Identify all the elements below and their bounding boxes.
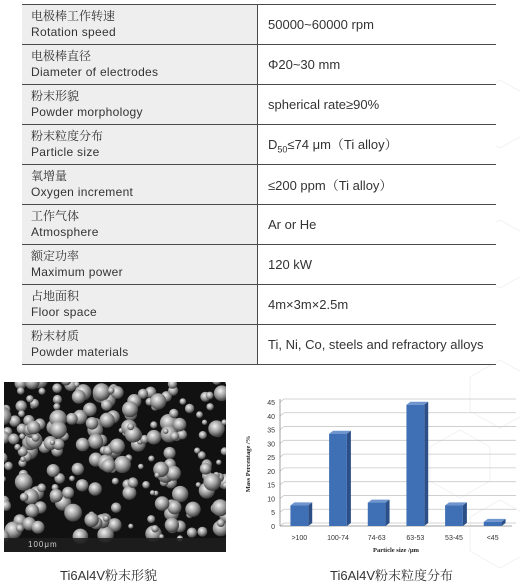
powder-sphere <box>72 390 86 404</box>
bar <box>368 503 386 526</box>
spec-label <box>22 5 258 45</box>
spec-row <box>22 125 496 165</box>
spec-row <box>22 165 496 205</box>
gridline <box>280 509 284 512</box>
spec-label-en: Maximum power <box>31 265 123 279</box>
powder-sphere <box>4 452 8 463</box>
powder-sphere <box>8 434 19 445</box>
spec-label-en: Powder materials <box>31 345 129 359</box>
powder-sphere <box>150 490 155 495</box>
bar-side <box>463 502 467 526</box>
bar-side <box>308 502 312 526</box>
y-tick-label: 45 <box>267 400 275 407</box>
powder-sphere <box>203 473 221 491</box>
powder-sphere <box>217 519 225 527</box>
spec-label-en: Oxygen increment <box>31 185 134 199</box>
powder-sphere <box>88 434 103 449</box>
spec-value <box>258 285 497 325</box>
powder-sphere <box>37 483 46 492</box>
spec-value <box>258 5 497 45</box>
powder-sphere <box>32 434 40 442</box>
powder-sphere <box>16 400 27 411</box>
powder-sphere <box>163 429 168 434</box>
y-tick-label: 0 <box>271 524 275 531</box>
powder-sphere <box>221 447 226 455</box>
sem-caption: Ti6Al4V粉末形貌 <box>60 568 158 583</box>
powder-sphere <box>86 417 99 430</box>
powder-sphere <box>170 432 179 441</box>
x-tick-label: >100 <box>291 535 308 542</box>
spec-value-text: Ar or He <box>268 217 317 232</box>
bar <box>484 522 502 526</box>
powder-sphere <box>17 387 24 394</box>
spec-value-text: ≤74 μm（Ti alloy） <box>287 137 398 153</box>
powder-sphere <box>39 388 46 395</box>
powder-sphere <box>196 482 201 487</box>
powder-sphere <box>84 513 98 527</box>
powder-sphere <box>101 400 112 411</box>
y-tick-label: 30 <box>267 441 275 449</box>
x-axis-label: Particle size /μm <box>373 547 419 554</box>
powder-sphere <box>50 489 63 502</box>
powder-sphere <box>180 398 187 405</box>
gridline <box>280 440 284 443</box>
powder-sphere <box>206 403 213 410</box>
spec-label-zh: 工作气体 <box>31 209 80 223</box>
y-tick-label: 40 <box>267 413 275 421</box>
spec-label-zh: 占地面积 <box>31 289 80 303</box>
spec-label <box>22 165 258 205</box>
powder-sphere <box>212 499 226 516</box>
spec-value-text: ≤200 ppm（Ti alloy） <box>268 178 393 193</box>
spec-label-en: Rotation speed <box>31 25 116 39</box>
spec-label-en: Diameter of electrodes <box>31 65 159 79</box>
spec-label-zh: 氧增量 <box>31 169 68 183</box>
bar-side <box>347 431 351 526</box>
spec-value-text: 120 kW <box>268 257 313 272</box>
y-tick-label: 20 <box>267 468 275 476</box>
powder-sphere <box>155 496 170 511</box>
powder-sphere <box>72 463 84 475</box>
powder-sphere <box>127 423 134 430</box>
powder-sphere <box>108 387 115 394</box>
powder-sphere <box>64 504 82 522</box>
powder-sphere <box>66 413 78 425</box>
powder-sphere <box>53 395 62 404</box>
powder-sphere <box>164 447 176 459</box>
y-tick-label: 10 <box>267 496 275 504</box>
powder-sphere <box>52 383 62 393</box>
powder-sphere <box>150 393 166 409</box>
powder-sphere <box>100 413 115 428</box>
powder-sphere <box>20 493 29 502</box>
gridline <box>280 413 284 416</box>
spec-value <box>258 245 497 285</box>
gridline <box>280 454 284 457</box>
powder-sphere <box>185 502 200 517</box>
bar <box>406 405 424 526</box>
spec-label <box>22 85 258 125</box>
powder-sphere <box>147 430 162 445</box>
powder-sphere <box>4 501 11 512</box>
y-tick-label: 25 <box>267 455 275 463</box>
bar <box>290 505 308 526</box>
spec-value <box>258 165 497 205</box>
sem-powder-image <box>4 382 226 552</box>
powder-sphere <box>110 439 125 454</box>
spec-value-prefix: D <box>268 137 278 153</box>
spec-value-subscript: 50 <box>277 144 288 155</box>
spec-value <box>258 125 497 165</box>
spec-value-text: 4m×3m×2.5m <box>268 297 349 312</box>
spec-row <box>22 245 496 285</box>
powder-sphere <box>27 421 40 434</box>
powder-sphere <box>62 487 74 499</box>
powder-sphere <box>165 518 179 532</box>
powder-sphere <box>214 385 226 401</box>
bar-side <box>386 500 390 526</box>
powder-sphere <box>18 410 25 417</box>
powder-sphere <box>25 382 40 389</box>
powder-sphere <box>114 456 131 473</box>
powder-sphere <box>14 444 20 450</box>
x-tick-label: 74-63 <box>367 535 386 542</box>
gridline <box>280 427 284 430</box>
gridline <box>280 495 284 498</box>
spec-label <box>22 45 258 85</box>
powder-sphere <box>151 525 158 532</box>
powder-sphere <box>216 460 221 465</box>
powder-sphere <box>169 409 178 418</box>
spec-row <box>22 285 496 325</box>
spec-label-zh: 电极棒直径 <box>31 49 92 63</box>
powder-sphere <box>147 515 155 523</box>
powder-sphere <box>15 473 33 491</box>
powder-sphere <box>53 403 60 410</box>
powder-sphere <box>32 521 45 534</box>
powder-sphere <box>200 463 212 475</box>
spec-label-en: Particle size <box>31 145 100 159</box>
powder-sphere <box>128 477 139 488</box>
x-tick-label: 63-53 <box>406 535 425 542</box>
powder-sphere <box>194 448 200 454</box>
spec-row <box>22 5 496 45</box>
spec-value <box>258 325 497 365</box>
powder-sphere <box>168 500 182 514</box>
powder-sphere <box>122 486 136 500</box>
powder-sphere <box>76 438 90 452</box>
spec-label-zh: 电极棒工作转速 <box>31 9 116 23</box>
spec-row <box>22 85 496 125</box>
powder-sphere <box>20 457 25 462</box>
spec-label <box>22 245 258 285</box>
spec-label <box>22 205 258 245</box>
spec-label-en: Floor space <box>31 305 97 319</box>
powder-sphere <box>111 503 121 513</box>
powder-sphere <box>148 456 154 462</box>
powder-sphere <box>69 476 75 482</box>
spec-label <box>22 125 258 165</box>
spec-row <box>22 325 496 365</box>
powder-sphere <box>4 476 6 482</box>
gridline <box>280 482 284 485</box>
powder-sphere <box>185 404 194 413</box>
spec-value <box>258 85 497 125</box>
chart-caption: Ti6Al4V粉末粒度分布 <box>330 568 454 583</box>
powder-sphere <box>4 462 13 471</box>
powder-sphere <box>202 420 207 425</box>
powder-sphere <box>50 440 55 445</box>
x-tick-label: 53-45 <box>445 535 463 542</box>
powder-sphere <box>26 395 33 402</box>
powder-sphere <box>112 478 119 485</box>
powder-sphere <box>138 464 144 470</box>
powder-sphere <box>187 528 197 538</box>
powder-sphere <box>206 392 214 400</box>
gridline <box>280 399 284 402</box>
spec-value-text: Ti, Ni, Co, steels and refractory alloys <box>268 337 484 352</box>
spec-value-text: spherical rate≥90% <box>268 97 380 112</box>
spec-label <box>22 325 258 365</box>
powder-sphere <box>93 383 111 401</box>
spec-label-zh: 粉末形貌 <box>31 89 80 103</box>
powder-sphere <box>142 481 150 489</box>
powder-sphere <box>19 433 25 439</box>
powder-sphere <box>212 382 221 385</box>
x-tick-label: 100-74 <box>327 535 349 542</box>
x-tick-label: <45 <box>486 535 499 542</box>
powder-sphere <box>150 421 157 428</box>
powder-sphere <box>197 527 207 537</box>
spec-label-en: Atmosphere <box>31 225 99 239</box>
powder-sphere <box>103 515 109 521</box>
spec-label-zh: 粉末粒度分布 <box>31 129 104 143</box>
y-tick-label: 35 <box>267 427 275 435</box>
spec-label-zh: 额定功率 <box>31 249 80 263</box>
powder-sphere <box>173 418 187 432</box>
powder-sphere <box>154 472 160 478</box>
y-tick-label: 15 <box>267 482 275 490</box>
spec-value <box>258 205 497 245</box>
powder-sphere <box>89 482 102 495</box>
powder-sphere <box>128 524 133 529</box>
sem-scale-bar: 100μm <box>4 538 226 552</box>
powder-sphere <box>76 479 88 491</box>
spec-value <box>258 45 497 85</box>
bar-side <box>424 402 428 526</box>
bar <box>445 505 463 526</box>
particle-size-chart <box>236 392 520 560</box>
spec-table <box>22 4 496 365</box>
powder-sphere <box>50 421 67 438</box>
bar <box>329 434 347 526</box>
powder-sphere <box>199 431 207 439</box>
powder-sphere <box>47 464 60 477</box>
spec-label <box>22 285 258 325</box>
powder-sphere <box>172 486 188 502</box>
powder-sphere <box>196 411 203 418</box>
spec-row <box>22 45 496 85</box>
gridline <box>280 523 284 526</box>
gridline <box>280 468 284 471</box>
powder-sphere <box>102 459 116 473</box>
powder-sphere <box>225 382 226 385</box>
y-axis-label: Mass Percentage /% <box>245 435 252 493</box>
spec-value-text: 50000~60000 rpm <box>268 17 374 32</box>
y-tick-label: 5 <box>271 510 275 518</box>
spec-label-en: Powder morphology <box>31 105 143 119</box>
powder-sphere <box>25 504 39 518</box>
powder-sphere <box>122 401 138 417</box>
spec-value-text: Φ20~30 mm <box>268 57 341 72</box>
spec-row <box>22 205 496 245</box>
spec-label-zh: 粉末材质 <box>31 329 80 343</box>
